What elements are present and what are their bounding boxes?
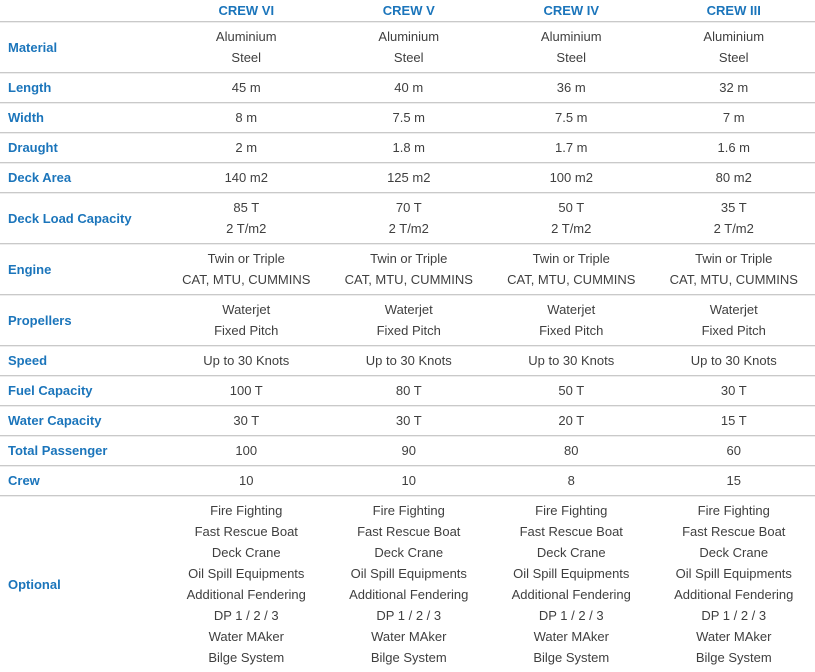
- cell-line: 20 T: [490, 410, 653, 431]
- spec-cell: [328, 197, 491, 239]
- spec-cell: [490, 410, 653, 431]
- cell-line: Aluminium: [165, 26, 328, 47]
- cell-line: 30 T: [165, 410, 328, 431]
- cell-line: 60: [653, 440, 815, 461]
- cell-line: 35 T: [653, 197, 815, 218]
- cell-line: Additional Fendering: [490, 584, 653, 605]
- cell-line: Up to 30 Knots: [165, 350, 328, 371]
- spec-cell: [653, 167, 815, 188]
- row-label: Fuel Capacity: [0, 380, 165, 401]
- cell-line: 7.5 m: [328, 107, 491, 128]
- spec-cell: [490, 26, 653, 68]
- cell-line: 10: [165, 470, 328, 491]
- table-row: [0, 192, 815, 243]
- spec-cell: [653, 410, 815, 431]
- cell-line: CAT, MTU, CUMMINS: [328, 269, 491, 290]
- row-label: Width: [0, 107, 165, 128]
- spec-cell: [653, 248, 815, 290]
- table-row: [0, 495, 815, 672]
- spec-cell: [165, 470, 328, 491]
- cell-line: 2 T/m2: [653, 218, 815, 239]
- spec-cell: [490, 167, 653, 188]
- cell-line: 15: [653, 470, 815, 491]
- spec-cell: [490, 299, 653, 341]
- cell-line: Steel: [328, 47, 491, 68]
- cell-line: Steel: [653, 47, 815, 68]
- cell-line: Steel: [490, 47, 653, 68]
- spec-cell: [653, 77, 815, 98]
- spec-cell: [653, 380, 815, 401]
- table-row: [0, 243, 815, 294]
- cell-line: Bilge System: [653, 647, 815, 668]
- cell-line: 80 T: [328, 380, 491, 401]
- cell-line: 125 m2: [328, 167, 491, 188]
- cell-line: 50 T: [490, 197, 653, 218]
- cell-line: Fixed Pitch: [653, 320, 815, 341]
- row-label: Water Capacity: [0, 410, 165, 431]
- cell-line: 80: [490, 440, 653, 461]
- cell-line: Bilge System: [328, 647, 491, 668]
- spec-cell: [165, 26, 328, 68]
- spec-cell: [653, 350, 815, 371]
- cell-line: Waterjet: [165, 299, 328, 320]
- cell-line: 45 m: [165, 77, 328, 98]
- cell-line: Fire Fighting: [165, 500, 328, 521]
- spec-cell: [653, 299, 815, 341]
- cell-line: Fixed Pitch: [165, 320, 328, 341]
- cell-line: CAT, MTU, CUMMINS: [165, 269, 328, 290]
- spec-cell: [328, 77, 491, 98]
- cell-line: 8 m: [165, 107, 328, 128]
- cell-line: DP 1 / 2 / 3: [490, 605, 653, 626]
- spec-cell: [328, 167, 491, 188]
- cell-line: Oil Spill Equipments: [490, 563, 653, 584]
- spec-cell: [165, 248, 328, 290]
- cell-line: Oil Spill Equipments: [165, 563, 328, 584]
- table-row: [0, 102, 815, 132]
- spec-cell: [165, 107, 328, 128]
- table-row: [0, 132, 815, 162]
- cell-line: 140 m2: [165, 167, 328, 188]
- spec-cell: [165, 299, 328, 341]
- table-row: [0, 21, 815, 72]
- spec-cell: [653, 197, 815, 239]
- table-row: [0, 465, 815, 495]
- table-row: [0, 162, 815, 192]
- cell-line: Twin or Triple: [165, 248, 328, 269]
- cell-line: 100 T: [165, 380, 328, 401]
- cell-line: CAT, MTU, CUMMINS: [653, 269, 815, 290]
- cell-line: Waterjet: [490, 299, 653, 320]
- table-row: [0, 405, 815, 435]
- cell-line: Oil Spill Equipments: [653, 563, 815, 584]
- cell-line: 7 m: [653, 107, 815, 128]
- cell-line: 7.5 m: [490, 107, 653, 128]
- cell-line: 2 T/m2: [328, 218, 491, 239]
- spec-cell: [328, 350, 491, 371]
- cell-line: Water MAker: [653, 626, 815, 647]
- spec-cell: [490, 350, 653, 371]
- cell-line: 90: [328, 440, 491, 461]
- cell-line: Fast Rescue Boat: [165, 521, 328, 542]
- cell-line: Deck Crane: [653, 542, 815, 563]
- spec-cell: [653, 26, 815, 68]
- table-row: [0, 72, 815, 102]
- cell-line: 2 T/m2: [165, 218, 328, 239]
- cell-line: Twin or Triple: [653, 248, 815, 269]
- cell-line: Fixed Pitch: [328, 320, 491, 341]
- cell-line: 15 T: [653, 410, 815, 431]
- cell-line: Aluminium: [490, 26, 653, 47]
- spec-cell: [165, 380, 328, 401]
- cell-line: Fixed Pitch: [490, 320, 653, 341]
- spec-cell: [490, 137, 653, 158]
- spec-cell: [328, 410, 491, 431]
- spec-cell: [328, 299, 491, 341]
- cell-line: Fast Rescue Boat: [653, 521, 815, 542]
- row-label: Length: [0, 77, 165, 98]
- spec-cell: [653, 107, 815, 128]
- row-label: Total Passenger: [0, 440, 165, 461]
- table-header-row: [0, 0, 815, 21]
- spec-cell: [165, 137, 328, 158]
- spec-cell: [328, 380, 491, 401]
- spec-cell: [490, 470, 653, 491]
- spec-cell: [490, 380, 653, 401]
- row-label: Optional: [0, 574, 165, 595]
- column-header: CREW VI: [165, 3, 328, 19]
- spec-cell: [653, 500, 815, 668]
- cell-line: 1.6 m: [653, 137, 815, 158]
- spec-cell: [490, 248, 653, 290]
- spec-cell: [653, 440, 815, 461]
- cell-line: Fast Rescue Boat: [328, 521, 491, 542]
- column-header: CREW V: [328, 3, 491, 19]
- row-label: Crew: [0, 470, 165, 491]
- cell-line: Water MAker: [328, 626, 491, 647]
- cell-line: 1.8 m: [328, 137, 491, 158]
- cell-line: DP 1 / 2 / 3: [653, 605, 815, 626]
- cell-line: Twin or Triple: [328, 248, 491, 269]
- cell-line: 2 T/m2: [490, 218, 653, 239]
- spec-cell: [165, 77, 328, 98]
- cell-line: Additional Fendering: [165, 584, 328, 605]
- cell-line: Fire Fighting: [490, 500, 653, 521]
- cell-line: 30 T: [653, 380, 815, 401]
- row-label: Draught: [0, 137, 165, 158]
- cell-line: Bilge System: [490, 647, 653, 668]
- spec-cell: [165, 167, 328, 188]
- cell-line: 40 m: [328, 77, 491, 98]
- cell-line: Deck Crane: [165, 542, 328, 563]
- row-label: Material: [0, 37, 165, 58]
- cell-line: DP 1 / 2 / 3: [328, 605, 491, 626]
- cell-line: Up to 30 Knots: [328, 350, 491, 371]
- cell-line: Twin or Triple: [490, 248, 653, 269]
- row-label: Deck Load Capacity: [0, 208, 165, 229]
- spec-cell: [165, 410, 328, 431]
- cell-line: Bilge System: [165, 647, 328, 668]
- cell-line: Deck Crane: [490, 542, 653, 563]
- spec-cell: [328, 248, 491, 290]
- cell-line: 85 T: [165, 197, 328, 218]
- cell-line: Water MAker: [165, 626, 328, 647]
- cell-line: 10: [328, 470, 491, 491]
- row-label: Engine: [0, 259, 165, 280]
- cell-line: 100: [165, 440, 328, 461]
- cell-line: 32 m: [653, 77, 815, 98]
- cell-line: Deck Crane: [328, 542, 491, 563]
- table-row: [0, 294, 815, 345]
- cell-line: Fast Rescue Boat: [490, 521, 653, 542]
- row-label: Deck Area: [0, 167, 165, 188]
- cell-line: 50 T: [490, 380, 653, 401]
- row-label: Propellers: [0, 310, 165, 331]
- spec-cell: [490, 77, 653, 98]
- cell-line: Fire Fighting: [328, 500, 491, 521]
- column-header: CREW III: [653, 3, 815, 19]
- cell-line: Waterjet: [328, 299, 491, 320]
- cell-line: 30 T: [328, 410, 491, 431]
- spec-cell: [165, 197, 328, 239]
- cell-line: 8: [490, 470, 653, 491]
- spec-cell: [490, 500, 653, 668]
- cell-line: 2 m: [165, 137, 328, 158]
- column-header: CREW IV: [490, 3, 653, 19]
- cell-line: Waterjet: [653, 299, 815, 320]
- spec-cell: [653, 470, 815, 491]
- spec-cell: [328, 137, 491, 158]
- spec-cell: [165, 350, 328, 371]
- cell-line: Additional Fendering: [328, 584, 491, 605]
- spec-cell: [328, 500, 491, 668]
- cell-line: 70 T: [328, 197, 491, 218]
- spec-cell: [490, 107, 653, 128]
- cell-line: Fire Fighting: [653, 500, 815, 521]
- cell-line: 36 m: [490, 77, 653, 98]
- spec-cell: [653, 137, 815, 158]
- spec-cell: [165, 500, 328, 668]
- cell-line: Water MAker: [490, 626, 653, 647]
- spec-cell: [328, 470, 491, 491]
- table-row: [0, 375, 815, 405]
- spec-cell: [165, 440, 328, 461]
- table-row: [0, 345, 815, 375]
- cell-line: Aluminium: [653, 26, 815, 47]
- cell-line: 100 m2: [490, 167, 653, 188]
- spec-cell: [490, 197, 653, 239]
- cell-line: Additional Fendering: [653, 584, 815, 605]
- cell-line: Aluminium: [328, 26, 491, 47]
- spec-cell: [490, 440, 653, 461]
- cell-line: 1.7 m: [490, 137, 653, 158]
- cell-line: DP 1 / 2 / 3: [165, 605, 328, 626]
- cell-line: Steel: [165, 47, 328, 68]
- cell-line: CAT, MTU, CUMMINS: [490, 269, 653, 290]
- table-row: [0, 435, 815, 465]
- cell-line: Up to 30 Knots: [653, 350, 815, 371]
- cell-line: Up to 30 Knots: [490, 350, 653, 371]
- row-label: Speed: [0, 350, 165, 371]
- spec-cell: [328, 26, 491, 68]
- spec-cell: [328, 440, 491, 461]
- spec-cell: [328, 107, 491, 128]
- cell-line: 80 m2: [653, 167, 815, 188]
- cell-line: Oil Spill Equipments: [328, 563, 491, 584]
